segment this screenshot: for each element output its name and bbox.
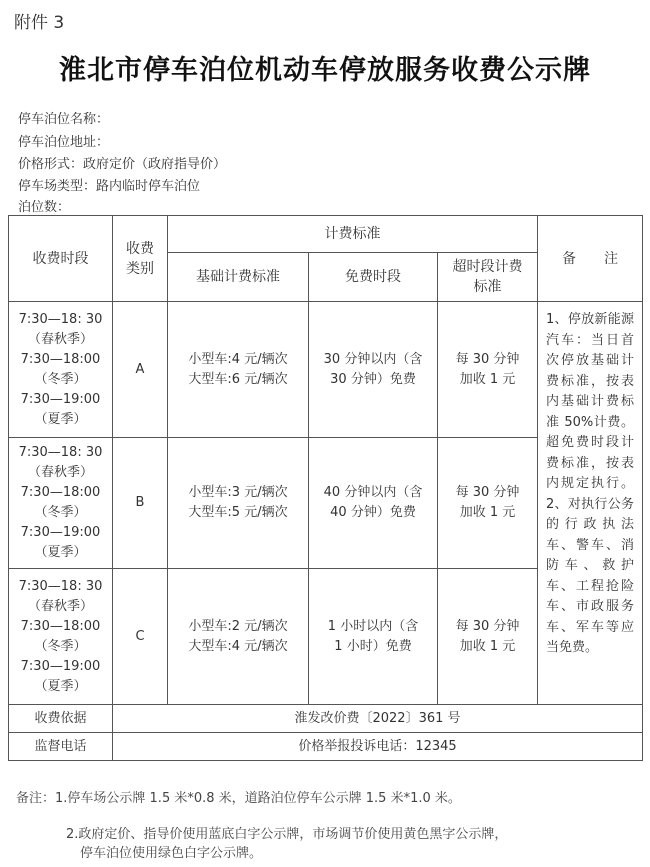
phone-value: 价格举报投诉电话：12345	[113, 733, 643, 761]
free-cell	[309, 569, 438, 705]
phone-row	[9, 733, 643, 761]
free-line: 1 小时以内（含	[327, 618, 419, 634]
time-line: （夏季）	[34, 678, 87, 694]
base-line: 大型车:5 元/辆次	[188, 505, 288, 520]
free-line: 40 分钟以内（含	[323, 485, 423, 500]
overtime-cell	[438, 438, 538, 569]
time-line: （春秋季）	[27, 465, 93, 480]
time-line: 7:30—19:00	[20, 391, 101, 407]
time-line: 7:30—19:00	[20, 658, 101, 674]
base-cell	[168, 438, 309, 569]
free-line: 40 分钟）免费	[330, 505, 416, 520]
free-cell	[309, 438, 438, 569]
time-cell	[9, 569, 113, 705]
overtime-line: 每 30 分钟	[455, 618, 520, 634]
header-free: 免费时段	[309, 253, 438, 302]
time-line: 7:30—18: 30	[18, 578, 103, 594]
page-title: 淮北市停车泊位机动车停放服务收费公示牌	[59, 55, 591, 86]
free-line: 1 小时）免费	[334, 638, 412, 654]
footnote-2a: 2.政府定价、指导价使用蓝底白字公示牌，市场调节价使用黄色黑字公示牌，	[66, 827, 508, 842]
basis-label: 收费依据	[9, 705, 113, 733]
table-row	[9, 302, 643, 438]
time-line: （春秋季）	[27, 331, 93, 347]
info-lot-type: 停车场类型：路内临时停车泊位	[18, 179, 201, 194]
header-overtime-line1: 超时段计费	[452, 259, 523, 275]
base-line: 大型车:6 元/辆次	[188, 371, 288, 387]
base-cell	[168, 302, 309, 438]
footnote-2b: 停车泊位使用绿色白字公示牌。	[80, 846, 263, 861]
free-cell	[309, 302, 438, 438]
info-address: 停车泊位地址：	[18, 135, 110, 150]
overtime-cell	[438, 569, 538, 705]
header-time: 收费时段	[9, 216, 113, 302]
notes-cell: 1、停放新能源汽车：当日首次停放基础计费标准，按表内基础计费标准 50%计费。超免费时段计费标准，按表内规定执行。2、对执行公务的行政执法车、警车、消防车、救护车、工程抢险车、市政服务车、军车等应当免费。	[538, 302, 643, 705]
time-line: （夏季）	[34, 545, 87, 560]
overtime-line: 加收 1 元	[459, 638, 516, 654]
category-cell: B	[113, 438, 168, 569]
time-line: （冬季）	[34, 371, 87, 387]
time-line: （夏季）	[34, 411, 87, 427]
time-line: 7:30—18:00	[20, 351, 101, 367]
time-line: （冬季）	[34, 505, 87, 520]
time-line: （春秋季）	[27, 598, 93, 614]
base-line: 小型车:3 元/辆次	[188, 485, 288, 500]
header-notes: 备 注	[538, 216, 643, 302]
free-line: 30 分钟以内（含	[323, 351, 423, 367]
header-category-line2: 类别	[126, 260, 154, 277]
footnote-1: 备注：1.停车场公示牌 1.5 米*0.8 米，道路泊位停车公示牌 1.5 米*1.0 米。	[16, 791, 461, 806]
header-base: 基础计费标准	[168, 253, 309, 302]
time-line: 7:30—18: 30	[18, 311, 103, 327]
base-line: 小型车:2 元/辆次	[188, 618, 288, 634]
header-category	[113, 216, 168, 302]
category-cell: C	[113, 569, 168, 705]
time-cell	[9, 438, 113, 569]
attachment-label: 附件 3	[14, 13, 65, 33]
phone-label: 监督电话	[9, 733, 113, 761]
category-cell: A	[113, 302, 168, 438]
time-line: 7:30—18:00	[20, 618, 101, 634]
basis-value: 淮发改价费〔2022〕361 号	[113, 705, 643, 733]
header-standard: 计费标准	[168, 216, 538, 253]
time-line: （冬季）	[34, 638, 87, 654]
base-line: 大型车:4 元/辆次	[188, 638, 288, 654]
header-category-line1: 收费	[126, 240, 154, 257]
time-line: 7:30—18:00	[20, 485, 101, 500]
header-overtime-line2: 标准	[473, 279, 502, 295]
fee-table	[8, 215, 643, 761]
info-price-form: 价格形式：政府定价（政府指导价）	[18, 157, 227, 172]
overtime-line: 加收 1 元	[459, 505, 516, 520]
free-line: 30 分钟）免费	[330, 371, 416, 387]
overtime-line: 每 30 分钟	[455, 485, 520, 500]
basis-row	[9, 705, 643, 733]
time-line: 7:30—18: 30	[18, 445, 103, 460]
info-spaces: 泊位数：	[18, 200, 71, 215]
base-line: 小型车:4 元/辆次	[188, 351, 288, 367]
overtime-line: 加收 1 元	[459, 371, 516, 387]
header-overtime	[438, 253, 538, 302]
time-line: 7:30—19:00	[20, 525, 101, 540]
time-cell	[9, 302, 113, 438]
overtime-line: 每 30 分钟	[455, 351, 520, 367]
overtime-cell	[438, 302, 538, 438]
info-name: 停车泊位名称：	[18, 112, 110, 127]
base-cell	[168, 569, 309, 705]
